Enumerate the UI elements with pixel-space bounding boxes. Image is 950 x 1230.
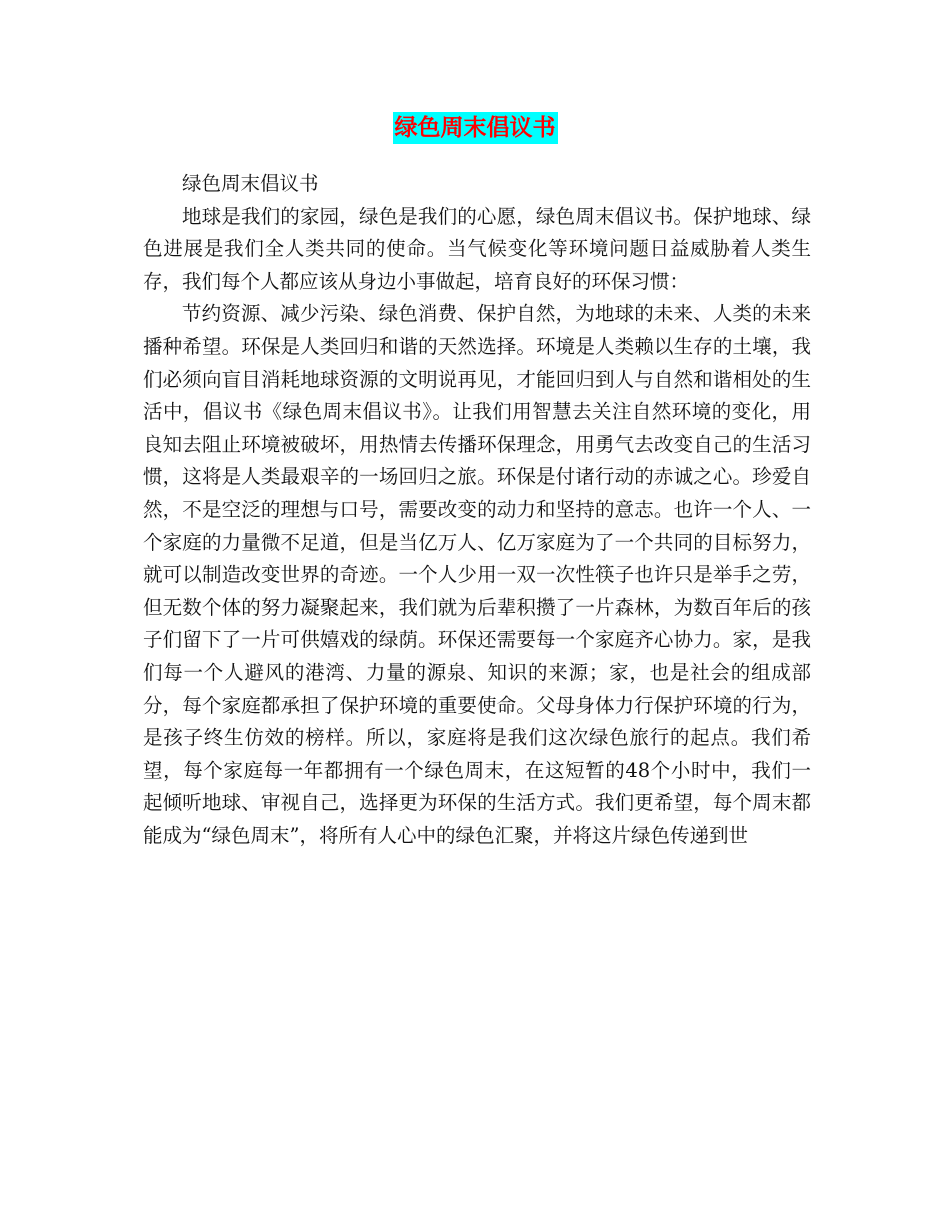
title-container xyxy=(0,112,950,144)
document-title: 绿色周末倡议书 xyxy=(393,112,558,144)
paragraph-heading: 绿色周末倡议书 xyxy=(182,172,319,195)
paragraph-intro: 地球是我们的家园，绿色是我们的心愿，绿色周末倡议书。保护地球、绿色进展是我们全人类共同的使命。当气候变化等环境问题日益威胁着人类生存，我们每个人都应该从身边小事做起，培育良好的环保习惯： xyxy=(143,204,811,293)
paragraph-main: 节约资源、减少污染、绿色消费、保护自然，为地球的未来、人类的未来播种希望。环保是人类回归和谐的天然选择。环境是人类赖以生存的土壤，我们必须向盲目消耗地球资源的文明说再见，才能回归到人与自然和谐相处的生活中，倡议书《绿色周末倡议书》。让我们用智慧去关注自然环境的变化，用良知去阻止环境被破坏，用热情去传播环保理念，用勇气去改变自己的生活习惯，这将是人类最艰辛的一场回归之旅。环保是付诸行动的赤诚之心。珍爱自然，不是空泛的理想与口号，需要改变的动力和坚持的意志。也许一个人、一个家庭的力量微不足道，但是当亿万人、亿万家庭为了一个共同的目标努力，就可以制造改变世界的奇迹。一个人少用一双一次性筷子也许只是举手之劳，但无数个体的努力凝聚起来，我们就为后辈积攒了一片森林，为数百年后的孩子们留下了一片可供嬉戏的绿荫。环保还需要每一个家庭齐心协力。家，是我们每一个人避风的港湾、力量的源泉、知识的来源；家，也是社会的组成部分，每个家庭都承担了保护环境的重要使命。父母身体力行保护环境的行为，是孩子终生仿效的榜样。所以，家庭将是我们这次绿色旅行的起点。我们希望，每个家庭每一年都拥有一个绿色周末，在这短暂的48个小时中，我们一起倾听地球、审视自己，选择更为环保的生活方式。我们更希望，每个周末都能成为“绿色周末”，将所有人心中的绿色汇聚，并将这片绿色传递到世 xyxy=(143,302,811,847)
document-body xyxy=(143,168,811,852)
